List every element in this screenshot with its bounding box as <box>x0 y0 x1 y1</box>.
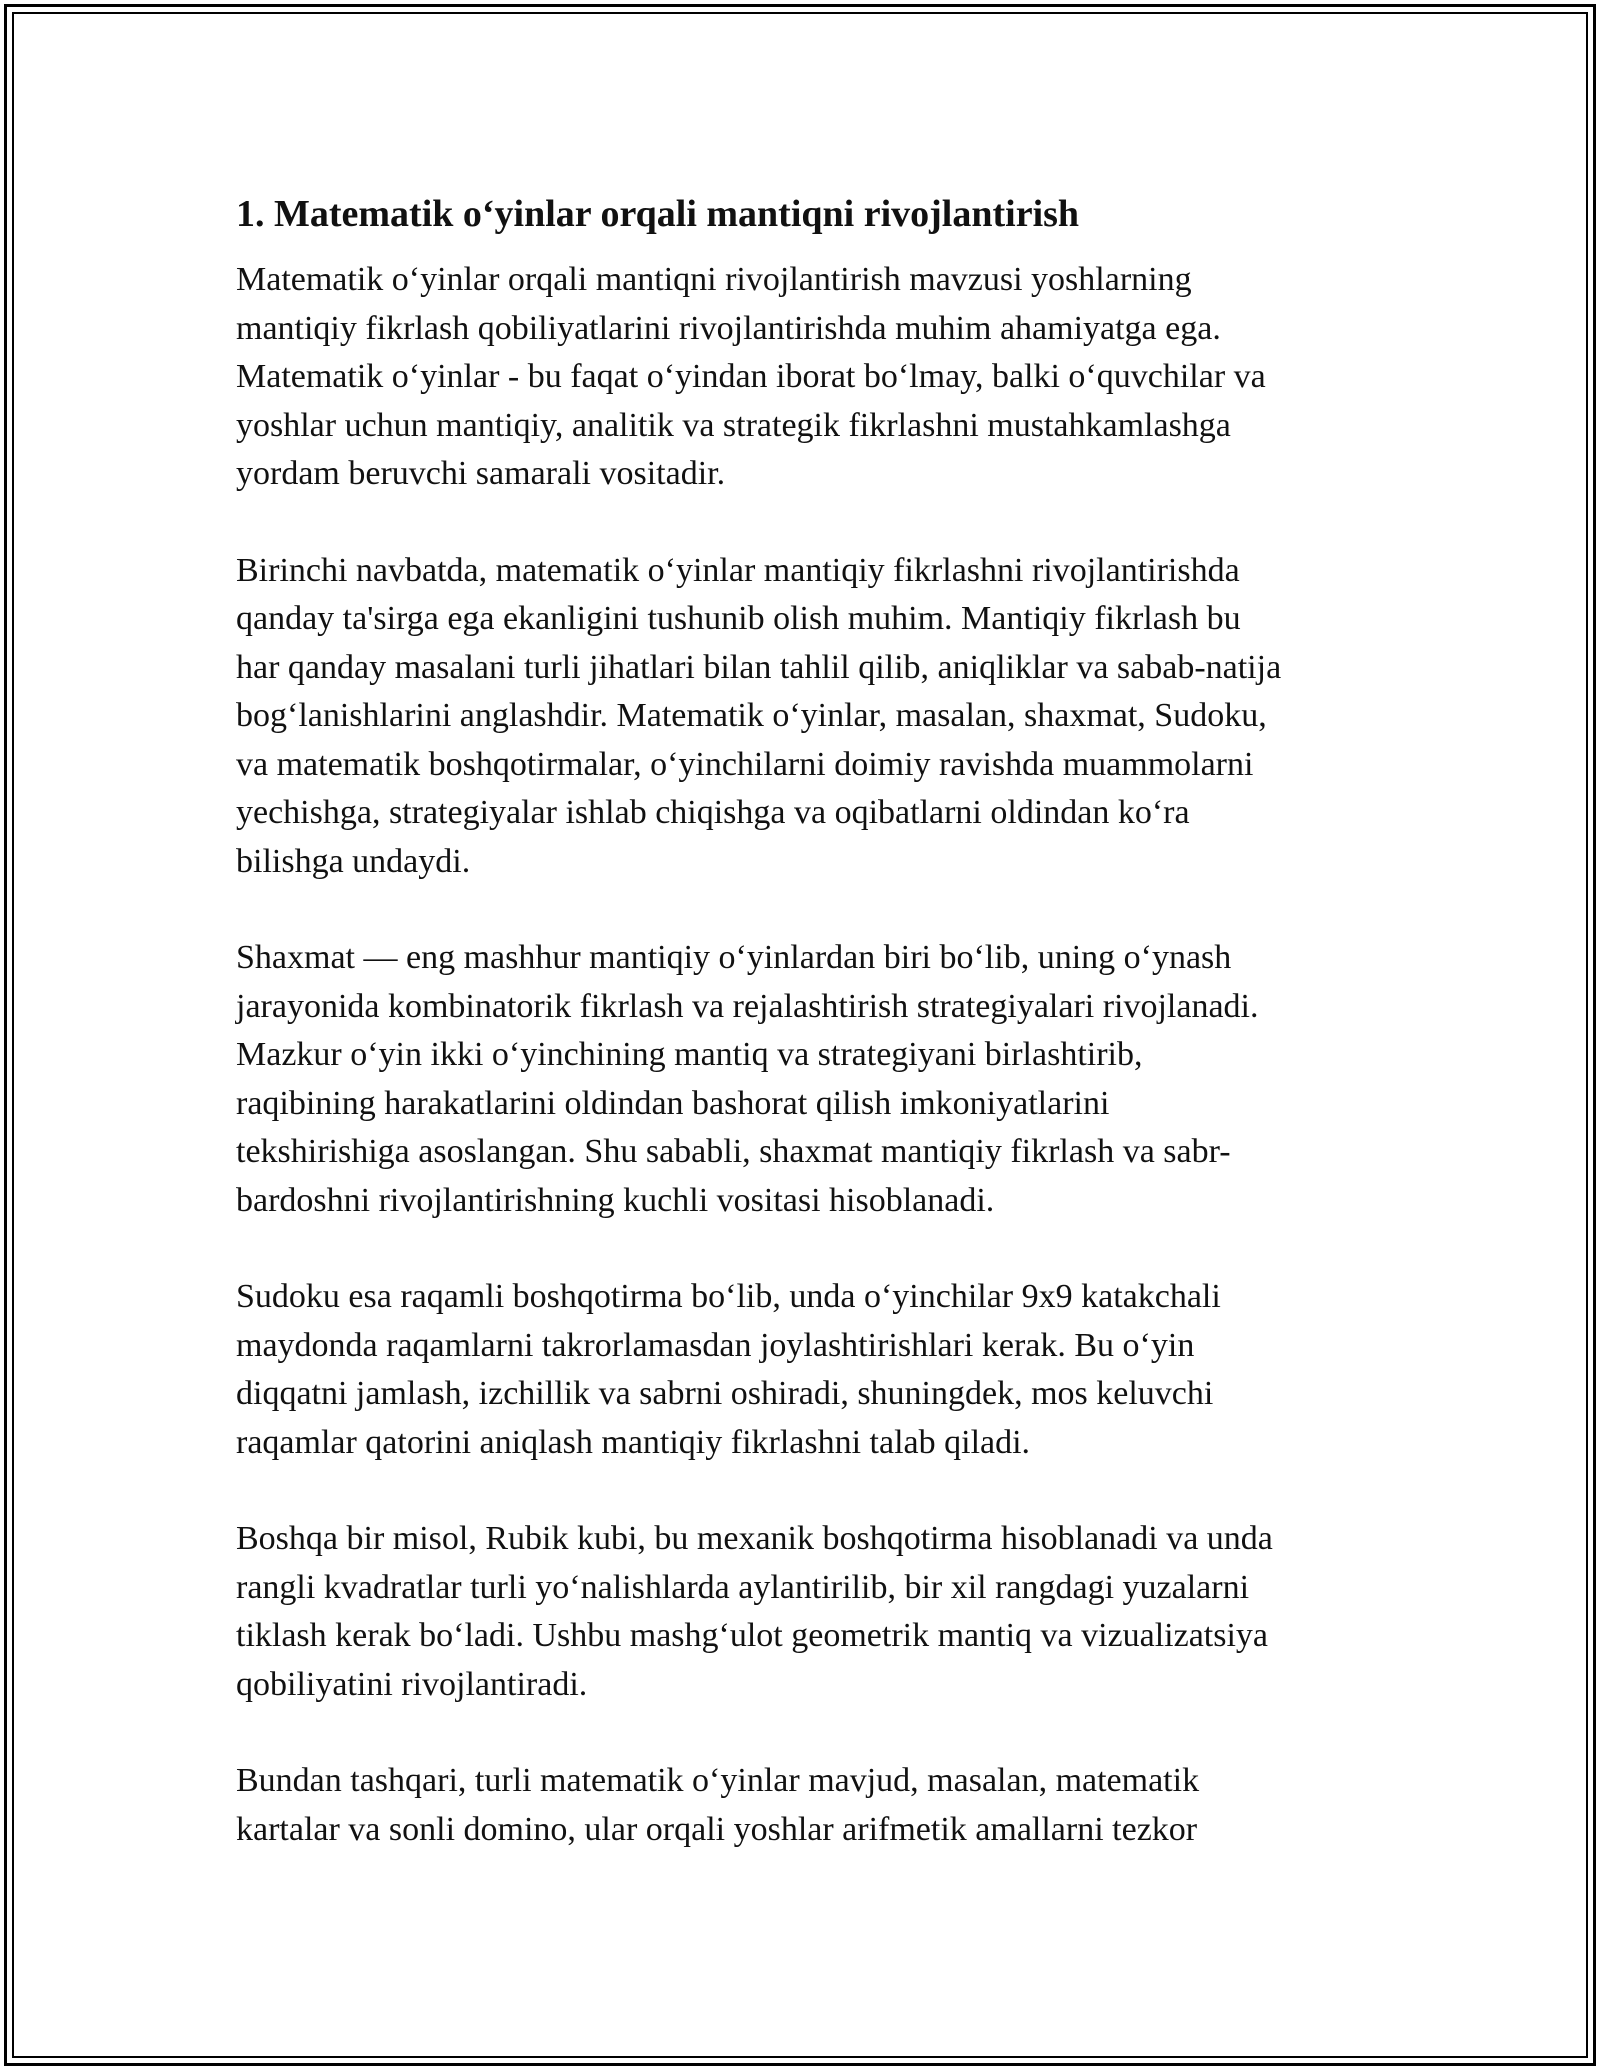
paragraph-logic <box>236 547 1386 887</box>
section-title: 1. Matematik oʻyinlar orqali mantiqni rivojlantirish <box>236 193 1080 235</box>
text-line: tiklash kerak boʻladi. Ushbu mashgʻulot geometrik mantiq va vizualizatsiya <box>236 1617 1269 1654</box>
paragraph-sudoku <box>236 1273 1386 1467</box>
text-line: Matematik oʻyinlar orqali mantiqni rivojlantirish mavzusi yoshlarning <box>236 261 1192 298</box>
text-line: maydonda raqamlarni takrorlamasdan joylashtirishlari kerak. Bu oʻyin <box>236 1326 1195 1364</box>
text-line: rangli kvadratlar turli yoʻnalishlarda aylantirilib, bir xil rangdagi yuzalarni <box>236 1568 1250 1606</box>
text-line: Mazkur oʻyin ikki oʻyinchining mantiq va strategiyani birlashtirib, <box>236 1036 1143 1073</box>
text-line: yordam beruvchi samarali vositadir. <box>236 455 726 492</box>
text-line: Boshqa bir misol, Rubik kubi, bu mexanik boshqotirma hisoblanadi va unda <box>236 1520 1273 1557</box>
text-line: Sudoku esa raqamli boshqotirma boʻlib, unda oʻyinchilar 9x9 katakchali <box>236 1278 1221 1315</box>
text-line: Matematik oʻyinlar - bu faqat oʻyindan iborat boʻlmay, balki oʻquvchilar va <box>236 358 1266 395</box>
text-line: jarayonida kombinatorik fikrlash va rejalashtirish strategiyalari rivojlanadi. <box>236 987 1259 1025</box>
text-line: bilishga undaydi. <box>236 842 471 880</box>
text-line: raqamlar qatorini aniqlash mantiqiy fikrlashni talab qiladi. <box>236 1423 1031 1461</box>
text-line: Bundan tashqari, turli matematik oʻyinlar mavjud, masalan, matematik <box>236 1762 1200 1799</box>
text-line: tekshirishiga asoslangan. Shu sababli, shaxmat mantiqiy fikrlash va sabr- <box>236 1133 1231 1170</box>
text-line: bogʻlanishlarini anglashdir. Matematik oʻyinlar, masalan, shaxmat, Sudoku, <box>236 697 1267 734</box>
paragraph-intro <box>236 256 1386 499</box>
paragraph-rubik <box>236 1515 1386 1709</box>
text-line: bardoshni rivojlantirishning kuchli vositasi hisoblanadi. <box>236 1181 995 1219</box>
text-line: qanday ta'sirga ega ekanligini tushunib olish muhim. Mantiqiy fikrlash bu <box>236 600 1241 637</box>
text-line: kartalar va sonli domino, ular orqali yoshlar arifmetik amallarni tezkor <box>236 1810 1198 1848</box>
text-line: yechishga, strategiyalar ishlab chiqishga va oqibatlarni oldindan koʻra <box>236 794 1190 831</box>
text-line: Birinchi navbatda, matematik oʻyinlar mantiqiy fikrlashni rivojlantirishda <box>236 551 1240 589</box>
document-body <box>236 186 1386 1902</box>
text-line: Shaxmat — eng mashhur mantiqiy oʻyinlardan biri boʻlib, uning oʻynash <box>236 939 1232 976</box>
text-line: raqibining harakatlarini oldindan bashorat qilish imkoniyatlarini <box>236 1084 1110 1122</box>
paragraph-other-games <box>236 1757 1386 1854</box>
text-line: qobiliyatini rivojlantiradi. <box>236 1665 588 1703</box>
text-line: va matematik boshqotirmalar, oʻyinchilarni doimiy ravishda muammolarni <box>236 745 1254 783</box>
text-line: mantiqiy fikrlash qobiliyatlarini rivojlantirishda muhim ahamiyatga ega. <box>236 309 1221 347</box>
text-line: diqqatni jamlash, izchillik va sabrni oshiradi, shuningdek, mos keluvchi <box>236 1375 1214 1412</box>
text-line: yoshlar uchun mantiqiy, analitik va strategik fikrlashni mustahkamlashga <box>236 406 1231 444</box>
text-line: har qanday masalani turli jihatlari bilan tahlil qilib, aniqliklar va sabab-natija <box>236 648 1282 686</box>
paragraph-chess <box>236 934 1386 1225</box>
